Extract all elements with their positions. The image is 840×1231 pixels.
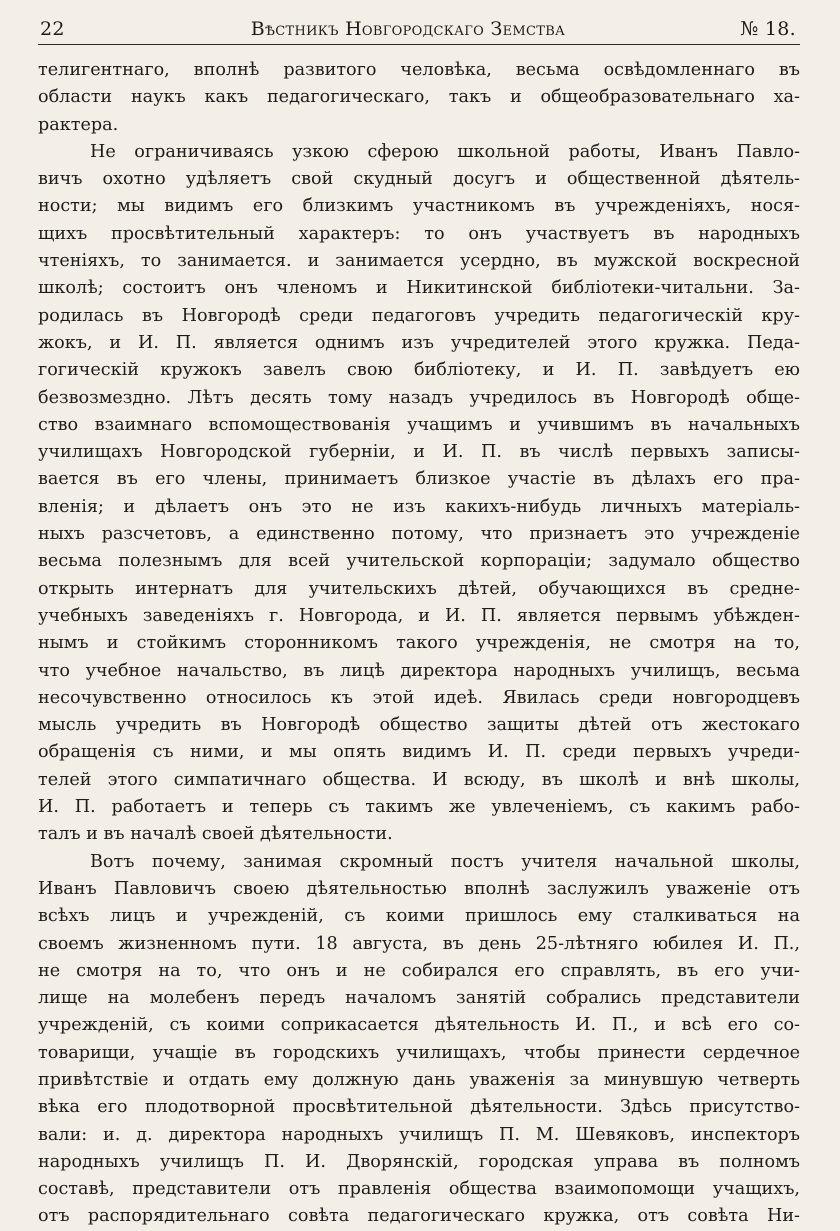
text-line: ныхъ разсчетовъ, а единственно потому, что признаетъ это учрежденіе [38, 524, 800, 545]
text-line: телей этого симпатичнаго общества. И всюду, въ школѣ и внѣ школы, [38, 769, 800, 790]
page-number: 22 [40, 18, 65, 40]
text-line: товарищи, учащіе въ городскихъ училищахъ, чтобы принести сердечное [38, 1042, 800, 1063]
text-line: вали: и. д. директора народныхъ училищъ П. М. Шевяковъ, инспекторъ [38, 1124, 800, 1145]
text-line: всѣхъ лицъ и учрежденій, съ коими пришлось ему сталкиваться на [38, 906, 800, 927]
text-line: Не ограничиваясь узкою сферою школьной работы, Иванъ Павло- [90, 141, 800, 162]
text-line: вается въ его члены, принимаетъ близкое участіе въ дѣлахъ его пра- [38, 469, 800, 490]
text-line: нымъ и стойкимъ сторонникомъ такого учрежденія, не смотря на то, [38, 633, 800, 654]
text-line: вичъ охотно удѣляетъ свой скудный досугъ и общественной дѣятель- [38, 169, 800, 190]
text-line: И. П. работаетъ и теперь съ такимъ же увлеченіемъ, съ какимъ рабо- [38, 797, 800, 818]
text-line: телигентнаго, вполнѣ развитого человѣка, весьма освѣдомленнаго въ [38, 60, 800, 80]
text-line: вѣка его плодотворной просвѣтительной дѣятельности. Здѣсь присутство- [38, 1097, 800, 1118]
text-line: гогическій кружокъ завелъ свою библіотеку, и И. П. завѣдуетъ ею [38, 360, 800, 381]
text-line: Иванъ Павловичъ своею дѣятельностью вполнѣ заслужилъ уваженіе отъ [38, 878, 800, 899]
journal-title: Вѣстникъ Новгородскаго Земства [250, 18, 566, 40]
text-line: учебныхъ заведеніяхъ г. Новгорода, и И. П. является первымъ убѣжден- [38, 605, 800, 626]
text-line: чтеніяхъ, то занимается. и занимается усердно, въ мужской воскресной [38, 251, 800, 272]
text-line: что учебное начальство, въ лицѣ директора народныхъ училищъ, весьма [38, 660, 800, 681]
text-line: вленія; и дѣлаетъ онъ это не изъ какихъ-нибудь личныхъ матеріаль- [38, 496, 800, 517]
article-body [38, 57, 800, 1231]
text-line: ство взаимнаго вспомоществованія учащимъ и учившимъ въ начальныхъ [38, 414, 800, 435]
text-line: жокъ, и И. П. является однимъ изъ учредителей этого кружка. Педа- [38, 332, 800, 353]
text-line: составѣ, представители отъ правленія общества взаимопомощи учащихъ, [38, 1179, 800, 1200]
text-line: щихъ просвѣтительный характеръ: то онъ участвуетъ въ народныхъ [38, 223, 800, 244]
text-line: училищахъ Новгородской губерніи, и И. П. въ числѣ первыхъ записы- [38, 442, 800, 463]
text-line: безвозмездно. Лѣтъ десять тому назадъ учредилось въ Новгородѣ обще- [38, 387, 800, 408]
text-line: обращенія съ ними, и мы опять видимъ И. П. среди первыхъ учреди- [38, 742, 800, 763]
text-line: мысль учредить въ Новгородѣ общество защиты дѣтей отъ жестокаго [38, 715, 800, 736]
issue-number: № 18. [740, 18, 796, 40]
text-line: Вотъ почему, занимая скромный постъ учителя начальной школы, [90, 851, 800, 872]
running-header [38, 18, 800, 45]
text-line: учрежденій, съ коими соприкасается дѣятельность И. П., и всѣ его со- [38, 1015, 800, 1036]
text-line: народныхъ училищъ П. И. Дворянскій, городская управа въ полномъ [38, 1151, 800, 1172]
text-line: талъ и въ началѣ своей дѣятельности. [38, 824, 393, 845]
text-line: весьма полезнымъ для всей учительской корпораціи; задумало общество [38, 551, 800, 572]
text-line: лище на молебенъ передъ началомъ занятій собрались представители [38, 988, 800, 1009]
text-line: несочувственно относилось къ этой идеѣ. Явилась среди новгородцевъ [38, 687, 800, 708]
text-line: не смотря на то, что онъ и не собирался его справлять, въ его учи- [38, 960, 800, 981]
text-line: рактера. [38, 114, 119, 135]
text-line: школѣ; состоитъ онъ членомъ и Никитинской библіотеки-читальни. За- [38, 278, 800, 299]
text-line: родилась въ Новгородѣ среди педагоговъ учредить педагогическій кру- [38, 305, 800, 326]
text-line: привѣтствіе и отдать ему должную дань уваженія за минувшую четверть [38, 1069, 800, 1090]
text-line: открыть интернатъ для учительскихъ дѣтей, обучающихся въ средне- [38, 578, 800, 599]
text-line: области наукъ какъ педагогическаго, такъ и общеобразовательнаго ха- [38, 87, 800, 108]
text-line: своемъ жизненномъ пути. 18 августа, въ день 25-лѣтняго юбилея И. П., [38, 933, 800, 954]
text-line: ности; мы видимъ его близкимъ участникомъ въ учрежденіяхъ, нося- [38, 196, 800, 217]
text-line: отъ распорядительнаго совѣта педагогическаго кружка, отъ совѣта Ни- [38, 1206, 800, 1227]
